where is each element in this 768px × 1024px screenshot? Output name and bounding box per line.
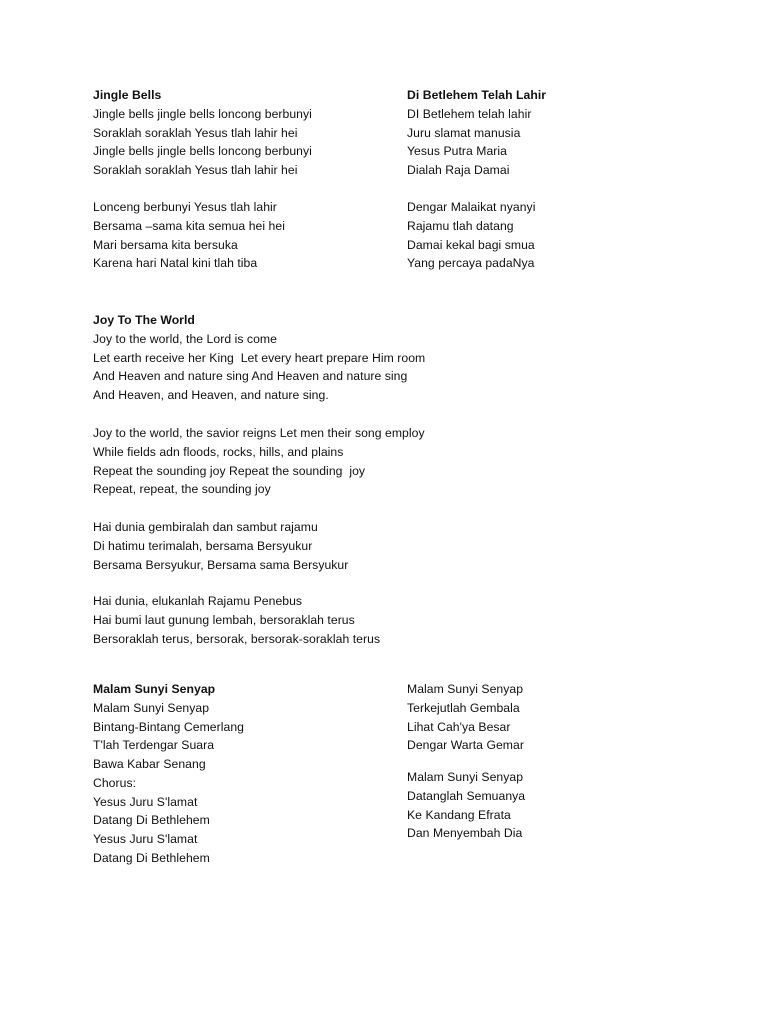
lyric-line: Joy to the world, the savior reigns Let men their song employ xyxy=(93,426,425,440)
lyric-line: T'lah Terdengar Suara xyxy=(93,738,215,753)
lyric-line: Karena hari Natal kini tlah tiba xyxy=(93,256,258,271)
lyric-line: Malam Sunyi Senyap xyxy=(93,700,210,715)
song-title: Jingle Bells xyxy=(93,88,162,102)
lyric-line: Yesus Putra Maria xyxy=(407,144,507,159)
lyric-line: Let earth receive her King Let every heart prepare Him room xyxy=(93,350,426,365)
lyric-line: And Heaven, and Heaven, and nature sing. xyxy=(93,388,329,402)
lyric-line: Rajamu tlah datang xyxy=(407,218,514,233)
lyric-line: While fields adn floods, rocks, hills, and plains xyxy=(93,444,344,459)
lyric-line: Terkejutlah Gembala xyxy=(407,700,520,715)
song-title: Di Betlehem Telah Lahir xyxy=(407,88,547,102)
lyric-line: Soraklah soraklah Yesus tlah lahir hei xyxy=(93,125,298,140)
lyric-line: Dan Menyembah Dia xyxy=(407,826,523,841)
lyric-line: Jingle bells jingle bells loncong berbunyi xyxy=(93,144,312,159)
lyric-line: Dengar Warta Gemar xyxy=(407,738,524,753)
chorus-label: Chorus: xyxy=(93,775,137,790)
lyric-line: And Heaven and nature sing And Heaven and nature sing xyxy=(93,369,408,384)
lyric-line: Ke Kandang Efrata xyxy=(407,807,511,822)
lyric-line: Lihat Cah'ya Besar xyxy=(407,719,511,734)
song-joy-to-the-world xyxy=(93,311,425,405)
lyric-line: Di hatimu terimalah, bersama Bersyukur xyxy=(93,538,313,553)
song-title: Joy To The World xyxy=(93,313,195,327)
lyric-line: Malam Sunyi Senyap xyxy=(407,682,524,696)
lyric-line: Hai bumi laut gunung lembah, bersoraklah terus xyxy=(93,612,355,627)
lyric-line: Hai dunia, elukanlah Rajamu Penebus xyxy=(93,594,303,608)
lyric-line: Datang Di Bethlehem xyxy=(93,813,210,828)
lyric-line: Juru slamat manusia xyxy=(407,125,521,140)
song-malam-sunyi-verse2 xyxy=(407,680,524,755)
lyric-line: Datanglah Semuanya xyxy=(407,788,526,803)
lyric-line: Hai dunia gembiralah dan sambut rajamu xyxy=(93,520,318,534)
lyric-line: Bintang-Bintang Cemerlang xyxy=(93,719,244,734)
lyric-line: Bawa Kabar Senang xyxy=(93,757,206,771)
lyric-line: Yang percaya padaNya xyxy=(407,256,535,271)
lyric-line: Datang Di Bethlehem xyxy=(93,850,210,865)
song-malam-sunyi xyxy=(93,680,244,868)
lyric-line: Lonceng berbunyi Yesus tlah lahir xyxy=(93,200,277,214)
song-joy-to-the-world-verse3 xyxy=(93,518,348,574)
song-title: Malam Sunyi Senyap xyxy=(93,682,216,696)
lyric-line: Bersama Bersyukur, Bersama sama Bersyukur xyxy=(93,557,349,572)
lyric-line: Bersama –sama kita semua hei hei xyxy=(93,218,285,233)
lyric-line: Mari bersama kita bersuka xyxy=(93,237,238,252)
song-jingle-bells-verse2 xyxy=(93,198,285,273)
lyric-line: Repeat the sounding joy Repeat the sounding joy xyxy=(93,463,366,478)
lyric-line: Dengar Malaikat nyanyi xyxy=(407,200,536,214)
song-jingle-bells xyxy=(93,86,312,180)
lyric-line: Yesus Juru S'lamat xyxy=(93,794,198,809)
lyric-line: Joy to the world, the Lord is come xyxy=(93,331,277,346)
song-malam-sunyi-verse3 xyxy=(407,768,525,843)
lyric-line: DI Betlehem telah lahir xyxy=(407,106,532,121)
song-joy-to-the-world-verse4 xyxy=(93,592,380,648)
lyric-line: Dialah Raja Damai xyxy=(407,163,510,177)
lyric-line: Damai kekal bagi smua xyxy=(407,237,535,252)
lyric-line: Soraklah soraklah Yesus tlah lahir hei xyxy=(93,163,298,177)
lyric-line: Repeat, repeat, the sounding joy xyxy=(93,482,271,497)
song-joy-to-the-world-verse2 xyxy=(93,424,425,499)
lyric-line: Bersoraklah terus, bersorak, bersorak-soraklah terus xyxy=(93,631,381,646)
song-di-betlehem xyxy=(407,86,546,180)
lyric-line: Yesus Juru S'lamat xyxy=(93,832,198,846)
song-di-betlehem-verse2 xyxy=(407,198,535,273)
lyric-line: Jingle bells jingle bells loncong berbunyi xyxy=(93,106,312,121)
lyric-line: Malam Sunyi Senyap xyxy=(407,770,524,784)
